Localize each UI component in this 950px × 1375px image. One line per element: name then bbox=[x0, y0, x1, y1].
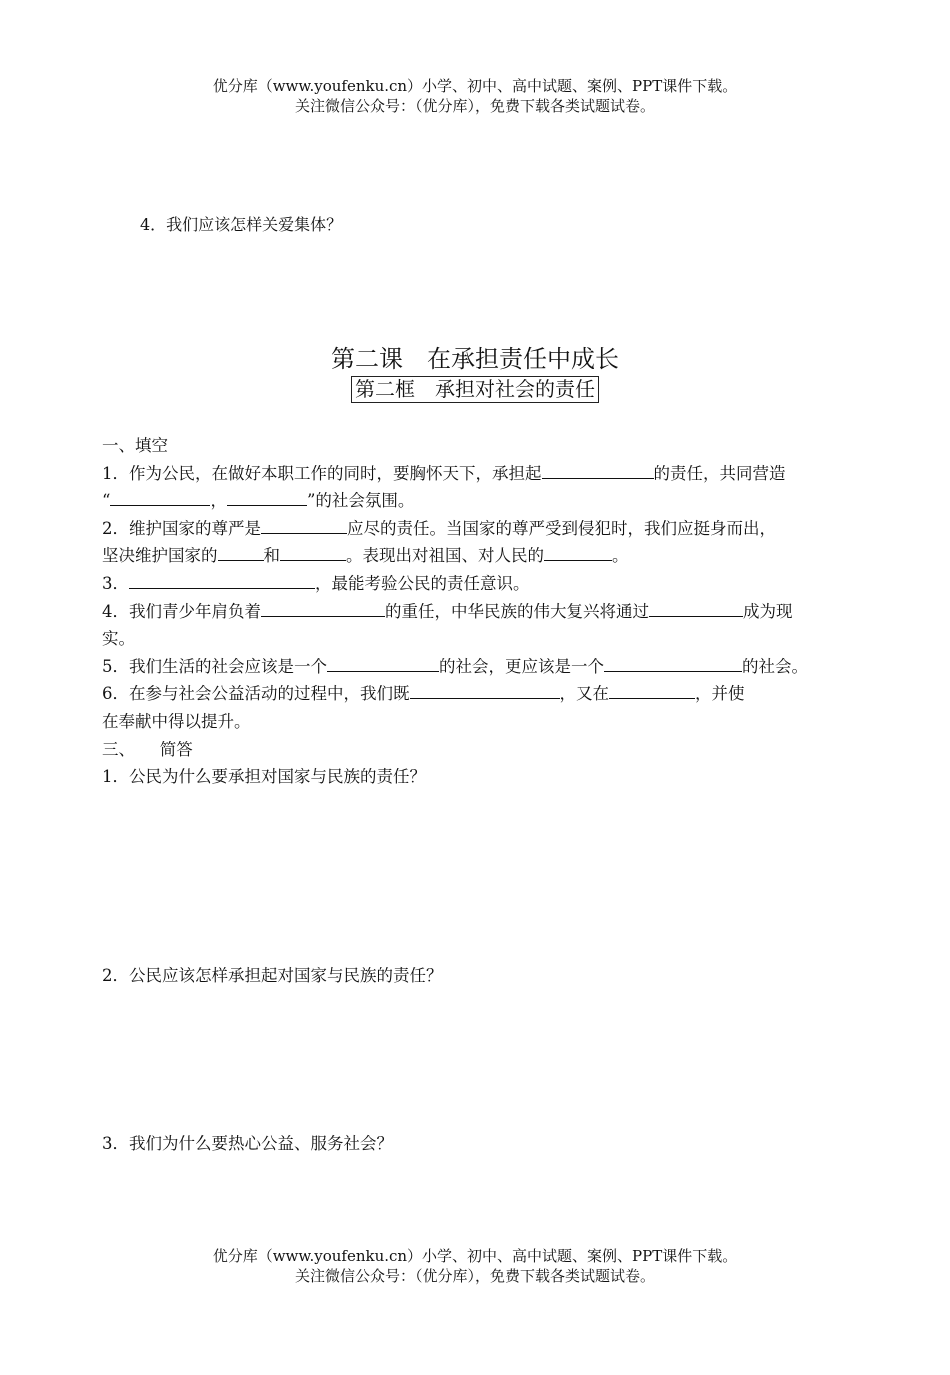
answer-blank[interactable] bbox=[261, 515, 347, 534]
section-fill-heading: 一、填空 bbox=[102, 436, 168, 455]
fill-question-3: 3． ，最能考验公民的责任意识。 bbox=[102, 570, 858, 598]
footer-line-2: 关注微信公众号：（优分库），免费下载各类试题试卷。 bbox=[294, 1267, 655, 1285]
answer-blank[interactable] bbox=[280, 542, 346, 561]
fill-question-1-cont: “ ， ”的社会氛围。 bbox=[102, 487, 858, 515]
answer-blank[interactable] bbox=[261, 598, 385, 617]
answer-question-1: 1．公民为什么要承担对国家与民族的责任？ bbox=[102, 767, 426, 787]
header-line-2: 关注微信公众号：（优分库），免费下载各类试题试卷。 bbox=[294, 97, 655, 115]
answer-blank[interactable] bbox=[410, 680, 560, 699]
answer-blank[interactable] bbox=[609, 680, 695, 699]
answer-blank[interactable] bbox=[129, 570, 315, 589]
fill-question-2: 2．维护国家的尊严是 应尽的责任。当国家的尊严受到侵犯时，我们应挺身而出， bbox=[102, 515, 858, 543]
page-header bbox=[0, 76, 950, 116]
section-answer-heading: 三、 简答 bbox=[102, 739, 193, 759]
answer-blank[interactable] bbox=[544, 542, 612, 561]
lesson-title: 第二课 在承担责任中成长 bbox=[331, 345, 619, 373]
fill-question-6: 6．在参与社会公益活动的过程中，我们既 ，又在 ，并使 bbox=[102, 680, 858, 708]
fill-question-4-cont: 实。 bbox=[102, 629, 135, 649]
fill-question-2-cont: 坚决维护国家的 和 。表现出对祖国、对人民的 。 bbox=[102, 542, 858, 570]
fill-question-4: 4．我们青少年肩负着 的重任，中华民族的伟大复兴将通过 成为现 bbox=[102, 598, 858, 626]
header-line-1: 优分库（www.youfenku.cn）小学、初中、高中试题、案例、PPT课件下载。 bbox=[212, 77, 738, 95]
answer-question-3: 3．我们为什么要热心公益、服务社会？ bbox=[102, 1134, 393, 1153]
answer-blank[interactable] bbox=[604, 653, 742, 672]
fill-question-1: 1．作为公民，在做好本职工作的同时，要胸怀天下，承担起 的责任，共同营造 bbox=[102, 460, 858, 488]
answer-blank[interactable] bbox=[227, 487, 307, 506]
previous-question: 4．我们应该怎样关爱集体？ bbox=[140, 215, 343, 234]
worksheet-body bbox=[102, 432, 858, 791]
answer-blank[interactable] bbox=[649, 598, 743, 617]
answer-blank[interactable] bbox=[218, 542, 264, 561]
answer-blank[interactable] bbox=[542, 460, 654, 479]
fill-question-6-cont: 在奉献中得以提升。 bbox=[102, 711, 251, 731]
fill-question-5: 5．我们生活的社会应该是一个 的社会，更应该是一个 的社会。 bbox=[102, 653, 858, 681]
answer-blank[interactable] bbox=[327, 653, 439, 672]
answer-blank[interactable] bbox=[110, 487, 210, 506]
footer-line-1: 优分库（www.youfenku.cn）小学、初中、高中试题、案例、PPT课件下载。 bbox=[212, 1247, 738, 1265]
frame-title: 第二框 承担对社会的责任 bbox=[351, 376, 599, 403]
answer-question-2: 2．公民应该怎样承担起对国家与民族的责任？ bbox=[102, 966, 443, 985]
page-footer bbox=[0, 1246, 950, 1286]
